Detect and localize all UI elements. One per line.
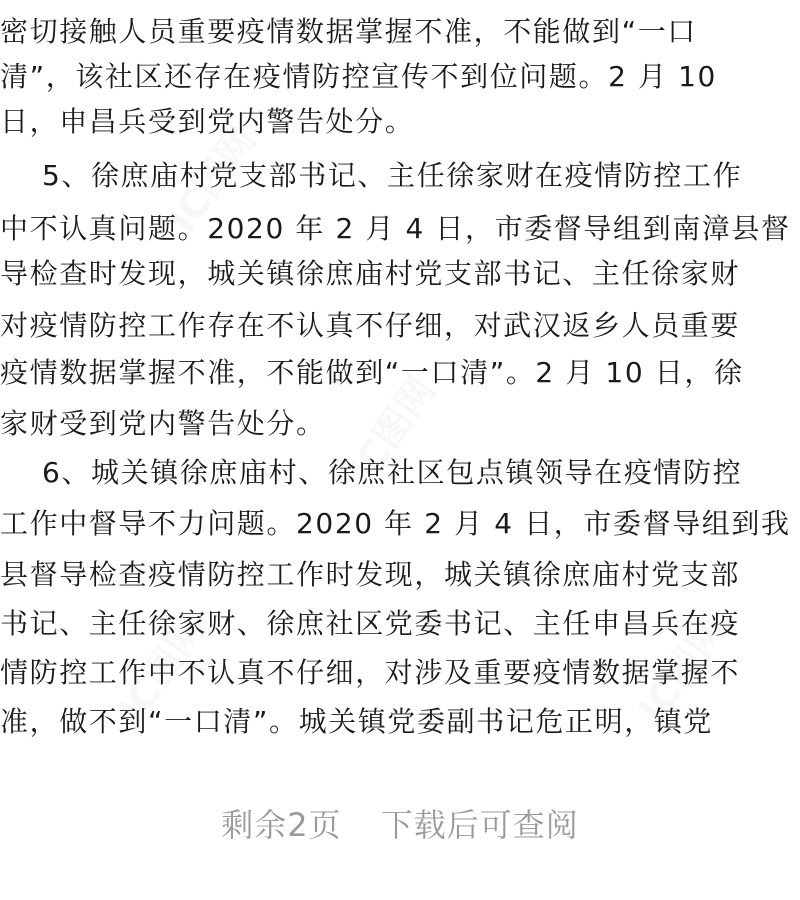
watermark-logo: IC图网 (110, 608, 214, 731)
text-line: 6、城关镇徐庶庙村、徐庶社区包点镇领导在疫情防控 (0, 456, 743, 489)
text-line: 书记、主任徐家财、徐庶社区党委书记、主任申昌兵在疫 (0, 607, 741, 640)
text-line: 日，申昌兵受到党内警告处分。 (0, 105, 415, 138)
download-to-view-label: 下载后可查阅 (380, 806, 579, 844)
watermark-logo: IC图网 (160, 118, 264, 241)
watermark-logo: IC图网 (630, 608, 734, 731)
watermark-logo: IC图网 (340, 368, 444, 491)
text-line: 情防控工作中不认真不仔细，对涉及重要疫情数据掌握不 (0, 656, 741, 689)
text-line: 准，做不到“一口清”。城关镇党委副书记危正明，镇党 (0, 705, 714, 738)
text-line: 工作中督导不力问题。2020 年 2 月 4 日，市委督导组到我 (0, 507, 791, 540)
text-line: 县督导检查疫情防控工作时发现，城关镇徐庶庙村党支部 (0, 558, 741, 591)
text-line: 导检查时发现，城关镇徐庶庙村党支部书记、主任徐家财 (0, 257, 741, 290)
text-line: 5、徐庶庙村党支部书记、主任徐家财在疫情防控工作 (0, 159, 743, 192)
text-line: 密切接触人员重要疫情数据掌握不准，不能做到“一口 (0, 15, 697, 48)
text-line: 家财受到党内警告处分。 (0, 407, 326, 440)
remaining-pages-label: 剩余2页 (221, 806, 342, 844)
text-line: 中不认真问题。2020 年 2 月 4 日，市委督导组到南漳县督 (0, 212, 791, 245)
text-line: 疫情数据掌握不准，不能做到“一口清”。2 月 10 日，徐 (0, 356, 744, 389)
text-line: 对疫情防控工作存在不认真不仔细，对武汉返乡人员重要 (0, 309, 741, 342)
download-to-view-more-button[interactable] (0, 790, 800, 860)
text-line: 清”，该社区还存在疫情防控宣传不到位问题。2 月 10 (0, 60, 717, 93)
